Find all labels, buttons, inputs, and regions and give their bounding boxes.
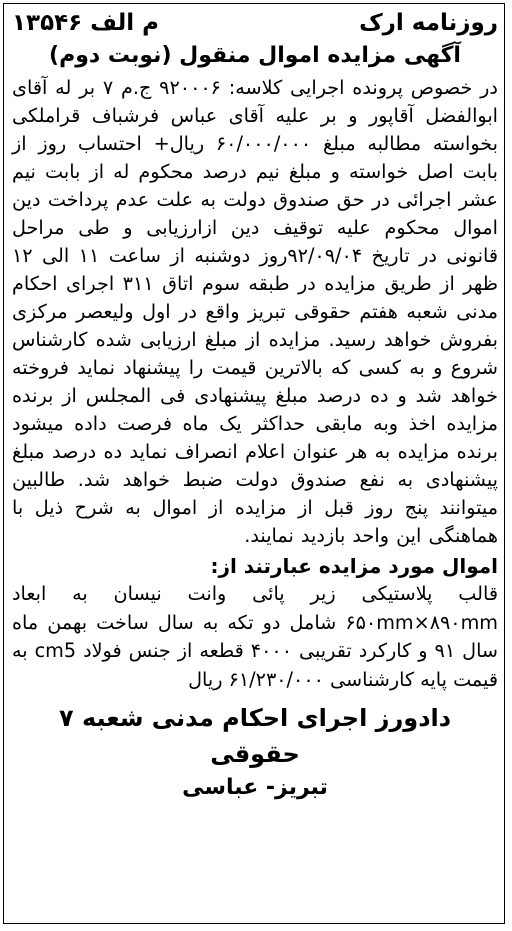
signature-line-2: تبریز- عباسی	[182, 775, 328, 800]
notice-header	[12, 8, 498, 38]
items-heading: اموال مورد مزایده عبارتند از:	[210, 554, 498, 578]
newspaper-name: روزنامه ارک	[359, 10, 498, 36]
legal-notice	[12, 8, 498, 804]
issue-number: م الف ۱۳۵۴۶	[12, 10, 159, 36]
notice-body: در خصوص پرونده اجرایی کلاسه: ۹۲۰۰۰۶ ج.م ۷ بر له آقای ابوالفضل آقاپور و بر علیه آقای عباس فرشباف قراملکی بخواسته مطالبه مبلغ ۶۰/۰۰۰/۰۰۰ ریال+ احتساب روز از بابت اصل خواسته و مبلغ نیم درصد محکوم له از بابت نیم عشر اجرائی در حق صندوق دولت به علت عدم پرداخت دین اموال محکوم علیه توقیف دین ازارزیابی و طی مراحل قانونی در تاریخ ۹۲/۰۹/۰۴روز دوشنبه از ساعت ۱۱ الی ۱۲ ظهر از طریق مزایده در طبقه سوم اتاق ۳۱۱ اجرای احکام مدنی شعبه هفتم حقوقی تبریز واقع در اول ولیعصر مرکزی بفروش خواهد رسید. مزایده از مبلغ ارزیابی شده کارشناس شروع و به کسی که بالاترین قیمت را پیشنهاد نماید فروخته خواهد شد و ده درصد مبلغ پیشنهادی فی المجلس از برنده مزایده اخذ وبه مابقی حداکثر یک ماه فرصت داده میشود برنده مزایده به هر عنوان اعلام انصراف نماید ده درصد مبلغ پیشنهادی به نفع صندوق دولت ضبط خواهد شد. طالبین میتوانند پنج روز قبل از مزایده از اموال به شرح ذیل با هماهنگی این واحد بازدید نمایند.	[12, 76, 498, 547]
signature-line-1: دادورز اجرای احکام مدنی شعبه ۷ حقوقی	[58, 704, 452, 768]
notice-title: آگهی مزایده اموال منقول (نوبت دوم)	[49, 43, 461, 68]
items-description: قالب پلاستیکی زیر پائی وانت نیسان به ابعاد ۶۵۰mm×۸۹۰mm شامل دو تکه به سال ساخت بهمن ماه سال ۹۱ و کارکرد تقریبی ۴۰۰۰ قطعه از جنس فولاد cm5 به قیمت پایه کارشناسی ۶۱/۲۳۰/۰۰۰ ریال	[12, 582, 498, 691]
